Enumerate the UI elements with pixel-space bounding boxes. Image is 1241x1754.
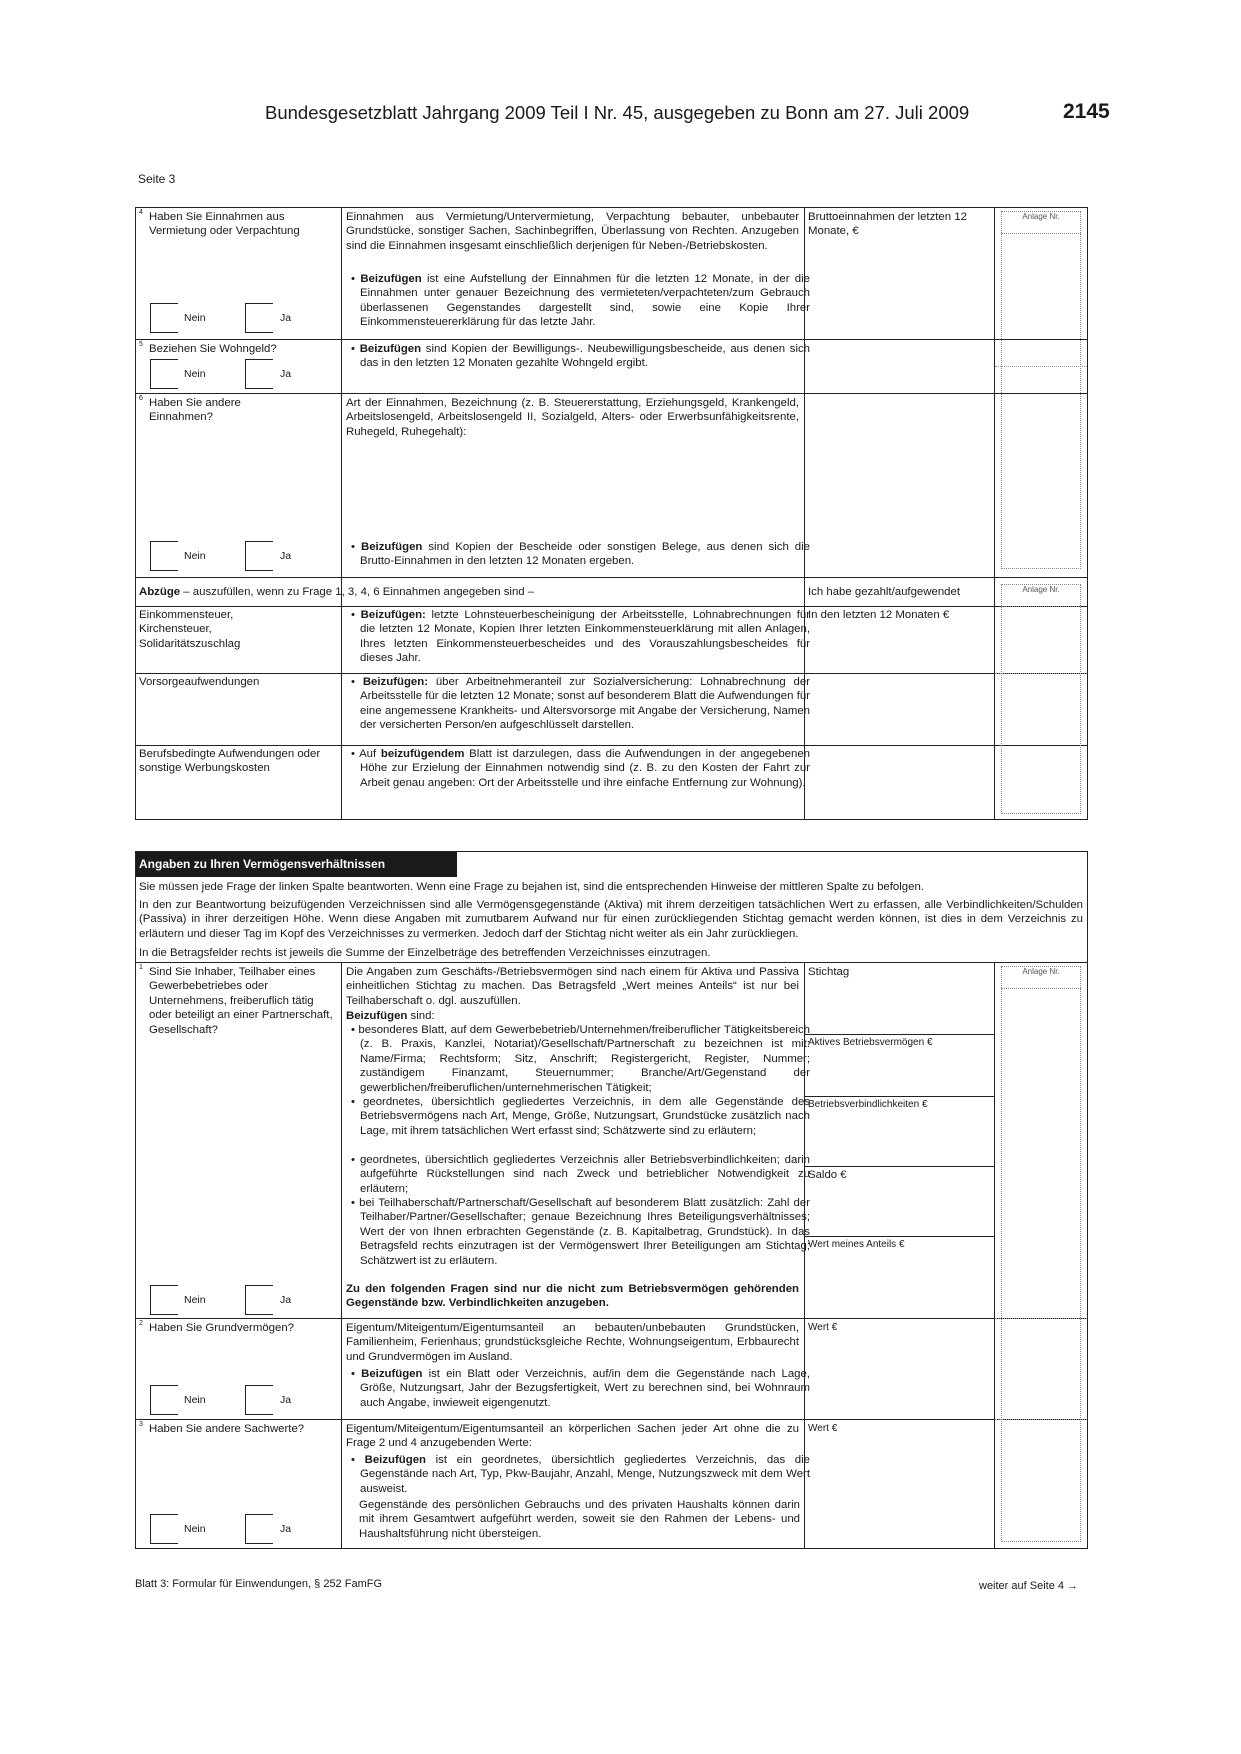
list-item: • bei Teilhaberschaft/Partnerschaft/Gesellschaft auf besonderem Blatt zusätzlich: Zahl der Teilhaber/Partner/Gesellschafter; genaue Bezeichnung Ihres Beteiligungsverhältnisses; Wert der von Ihnen erbrachten Gegenstände (z. B. Kapitalbetrag, Grundstück). In das Betragsfeld rechts einzutragen ist der Vermögenswert Ihrer Beteiligungen am Stichtag; Schätzwert ist zu erläutern. <box>351 1197 810 1267</box>
question-rental-income: Haben Sie Einnahmen aus Vermietung oder Verpachtung <box>149 211 300 238</box>
list-item: • geordnetes, übersichtlich gegliedertes Verzeichnis aller Betriebsverbindlichkeiten; darin aufgeführte Rückstellungen sind nach Zweck und betrieblicher Notwendigkeit zu erläutern; <box>351 1154 811 1195</box>
housing-benefit-attachment-note: • Beizufügen sind Kopien der Bewilligungs-. Neubewilligungsbescheide, aus denen sich das in den letzten 12 Monaten gezahlte Wohngeld ergibt. <box>351 343 811 370</box>
assets-attachment-field[interactable] <box>1001 966 1081 1542</box>
real-estate-attachment-note: • Beizufügen ist ein Blatt oder Verzeichnis, auf/in dem die Gegenstände nach Lage, Größe, Nutzungsart, Jahr der Bezugsfertigkeit, Wert zu berechnen sind, bei Wohnraum auch Angabe, inwieweit eigengenutzt. <box>351 1368 811 1409</box>
other-income-attachment-note: • Beizufügen sind Kopien der Bescheide oder sonstigen Belege, aus denen sich die Brutto-Einnahmen in den letzten 12 Monaten ergeben. <box>351 541 810 568</box>
deduction-note-work-expenses: • Auf beizufügendem Blatt ist darzulegen, dass die Aufwendungen in der angegebenen Höhe zur Erzielung der Einnahmen notwendig sind (z. B. zu den Kosten der Fahrt zur Arbeit genau angeben: Ort der Arbeitsstelle und ihre einfache Entfernung zur Wohnung). <box>351 748 811 789</box>
page-number: 2145 <box>1063 100 1110 123</box>
checkbox-real-estate-no[interactable] <box>150 1385 178 1415</box>
question-other-income: Haben Sie andere Einnahmen? <box>149 397 241 424</box>
question-other-assets: Haben Sie andere Sachwerte? <box>149 1423 305 1435</box>
checkbox-housing-no[interactable] <box>150 359 178 389</box>
field-reference-date[interactable]: Stichtag <box>808 966 850 978</box>
field-other-assets-value[interactable]: Wert € <box>808 1423 838 1434</box>
checkbox-other-assets-no[interactable] <box>150 1514 178 1544</box>
other-assets-household-note: Gegenstände des persönlichen Gebrauchs und des privaten Haushalts können darin mit ihrem Gesamtwert aufgeführt werden, soweit sie den Rahmen der Lebens- und Haushaltsführung nicht übersteigen. <box>359 1499 800 1540</box>
field-active-business-assets[interactable]: Aktives Betriebsvermögen € <box>808 1037 933 1048</box>
assets-intro-1: Sie müssen jede Frage der linken Spalte beantworten. Wenn eine Frage zu bejahen ist, sind die entsprechenden Hinweise der mittleren Spalte zu befolgen. <box>139 881 924 893</box>
list-item: • geordnetes, übersichtlich gegliedertes Verzeichnis, in dem alle Gegenstände des Betriebsvermögens nach Art, Menge, Größe, Nutzungsart, Grundstücke zusätzlich nach Lage, mit ihrem tatsächlichen Wert erfasst sind; Schätzwerte sind zu erläutern; <box>351 1096 810 1137</box>
deduction-note-pension: • Beizufügen: über Arbeitnehmeranteil zur Sozialversicherung: Lohnabrechnung der Arbeitsstelle für die letzten 12 Monate; sonst auf besonderem Blatt die Aufwendungen für eine angemessene Krankheits- und Altersvorsorge mit Angabe der Versicherung, Namen der versicherten Person/en aufgeschlüsselt darstellen. <box>351 676 810 732</box>
field-real-estate-value[interactable]: Wert € <box>808 1322 838 1333</box>
question-housing-benefit: Beziehen Sie Wohngeld? <box>149 343 277 355</box>
other-income-description: Art der Einnahmen, Bezeichnung (z. B. Steuererstattung, Erziehungsgeld, Krankengeld, Arbeitslosengeld, Arbeitslosengeld II, Sozialgeld, Alters- oder Erwerbsunfähigkeitsrente, Ruhegeld, Ruhegehalt): <box>346 397 799 438</box>
checkbox-rental-yes[interactable] <box>245 303 273 333</box>
paid-label: Ich habe gezahlt/aufgewendet <box>808 586 960 598</box>
question-real-estate: Haben Sie Grundvermögen? <box>149 1322 295 1334</box>
business-assets-description: Die Angaben zum Geschäfts-/Betriebsvermögen sind nach einem für Aktiva und Passiva einheitlichen Stichtag zu machen. Das Betragsfeld „Wert meines Anteils“ ist nur bei Teilhaberschaft o. dgl. auszufüllen. <box>346 966 799 1007</box>
list-item: • besonderes Blatt, auf dem Gewerbebetrieb/Unternehmen/freiberuflicher Tätigkeitsbereich (z. B. Praxis, Kanzlei, Notariat)/Gesellschaft/Partnerschaft zu bezeichnen ist mit: Name/Firma; Rechtsform; Sitz, Anschrift; Registergericht, Register, Nummer; zuständigem Finanzamt, Steuernummer; Branche/Art/Gegenstand der gewerblichen/freiberuflichen/unternehmerischen Tätigkeit; <box>351 1024 810 1094</box>
checkbox-rental-no[interactable] <box>150 303 178 333</box>
attachment-number-label: Anlage Nr. <box>1001 212 1081 234</box>
publication-header: Bundesgesetzblatt Jahrgang 2009 Teil I Nr. 45, ausgegeben zu Bonn am 27. Juli 2009 <box>265 102 970 123</box>
assets-intro-2: In den zur Beantwortung beizufügenden Verzeichnissen sind alle Vermögensgegenstände (Aktiva) mit ihrem derzeitigen tatsächlichen Wert zu erfassen, alle Verbindlichkeiten/Schulden (Passiva) in ihrer derzeitigen Höhe. Wenn diese Angaben mit zumutbarem Aufwand nur für einen zurückliegenden Stichtag gemacht werden können, ist dies in dem Verzeichnis zu erläutern und dieser Tag im Kopf des Verzeichnisses zu vermerken. Jedoch darf der Stichtag nicht weiter als ein Jahr zurückliegen. <box>139 899 1083 940</box>
rental-income-description: Einnahmen aus Vermietung/Untervermietung, Verpachtung bebauter, unbebauter Grundstücke, sonstiger Sachen, Sachinbegriffen, Überlassung von Rechten. Anzugeben sind die Einnahmen insgesamt einschließlich derjenigen für Neben-/Betriebskosten. <box>346 211 799 252</box>
footer-continue-link: weiter auf Seite 4 → <box>979 1580 1079 1592</box>
field-business-liabilities[interactable]: Betriebsverbindlichkeiten € <box>808 1099 928 1110</box>
assets-intro-3: In die Betragsfelder rechts ist jeweils die Summe der Einzelbeträge des betreffenden Verzeichnisses einzutragen. <box>139 947 711 959</box>
checkbox-other-assets-yes[interactable] <box>245 1514 273 1544</box>
field-share-value[interactable]: Wert meines Anteils € <box>808 1239 905 1250</box>
checkbox-business-no[interactable] <box>150 1285 178 1315</box>
business-attachment-heading: Beizufügen sind: <box>346 1010 435 1022</box>
field-balance[interactable]: Saldo € <box>808 1169 847 1181</box>
other-assets-description: Eigentum/Miteigentum/Eigentumsanteil an körperlichen Sachen jeder Art ohne die zu Frage 2 und 4 anzugebenden Werte: <box>346 1423 799 1450</box>
question-business-owner: Sind Sie Inhaber, Teilhaber eines Gewerbebetriebes oder Unternehmens, freiberuflich tätig oder beteiligt an einer Partnerschaft, Gesellschaft? <box>149 966 333 1036</box>
assets-section-banner: Angaben zu Ihren Vermögensverhältnissen <box>135 851 457 877</box>
gross-income-label: Bruttoeinnahmen der letzten 12 Monate, € <box>808 211 967 238</box>
checkbox-real-estate-yes[interactable] <box>245 1385 273 1415</box>
deduction-label-income-tax: Einkommensteuer, Kirchensteuer, Solidaritätszuschlag <box>139 609 241 650</box>
deduction-note-income-tax: • Beizufügen: letzte Lohnsteuerbescheinigung der Arbeitsstelle, Lohnabrechnungen für die letzten 12 Monate, Kopien Ihrer letzten Einkommensteuerklärung mit allen Anlagen, Ihres letzten Einkommensteuerbescheides und des Vorauszahlungsbescheides für dieses Jahr. <box>351 609 810 665</box>
deduction-label-work-expenses: Berufsbedingte Aufwendungen oder sonstige Werbungskosten <box>139 748 321 775</box>
deduction-label-pension: Vorsorgeaufwendungen <box>139 676 260 688</box>
other-assets-attachment-note: • Beizufügen ist ein geordnetes, übersichtlich gegliedertes Verzeichnis, das die Gegenstände nach Art, Typ, Pkw-Baujahr, Anzahl, Menge, Nutzungszweck mit dem Wert ausweist. <box>351 1454 811 1495</box>
attachment-number-field[interactable] <box>1001 211 1081 569</box>
checkbox-other-income-yes[interactable] <box>245 541 273 571</box>
checkbox-housing-yes[interactable] <box>245 359 273 389</box>
non-business-assets-note: Zu den folgenden Fragen sind nur die nicht zum Betriebsvermögen gehörenden Gegenstände bzw. Verbindlichkeiten anzugeben. <box>346 1283 799 1310</box>
period-label: In den letzten 12 Monaten € <box>808 609 950 621</box>
checkbox-business-yes[interactable] <box>245 1285 273 1315</box>
checkbox-other-income-no[interactable] <box>150 541 178 571</box>
footer-form-title: Blatt 3: Formular für Einwendungen, § 252 FamFG <box>135 1578 383 1590</box>
deductions-attachment-field[interactable] <box>1001 584 1081 814</box>
real-estate-description: Eigentum/Miteigentum/Eigentumsanteil an bebauten/unbebauten Grundstücken, Familienheim, Ferienhaus; grundstücksgleiche Rechte, Wohnungseigentum, Erbbaurecht und Grundvermögen im Ausland. <box>346 1322 799 1363</box>
rental-income-attachment-note: • Beizufügen ist eine Aufstellung der Einnahmen für die letzten 12 Monate, in der die Einnahmen unter genauer Bezeichnung des vermieteten/verpachteten/zum Gebrauch überlassenen Gegenstandes dargestellt sind, sowie eine Kopie Ihrer Einkommensteuererklärung für das letzte Jahr. <box>351 273 811 329</box>
form-page-label: Seite 3 <box>138 172 176 186</box>
deductions-header: Abzüge – auszufüllen, wenn zu Frage 1, 3, 4, 6 Einnahmen angegeben sind – <box>139 586 535 598</box>
